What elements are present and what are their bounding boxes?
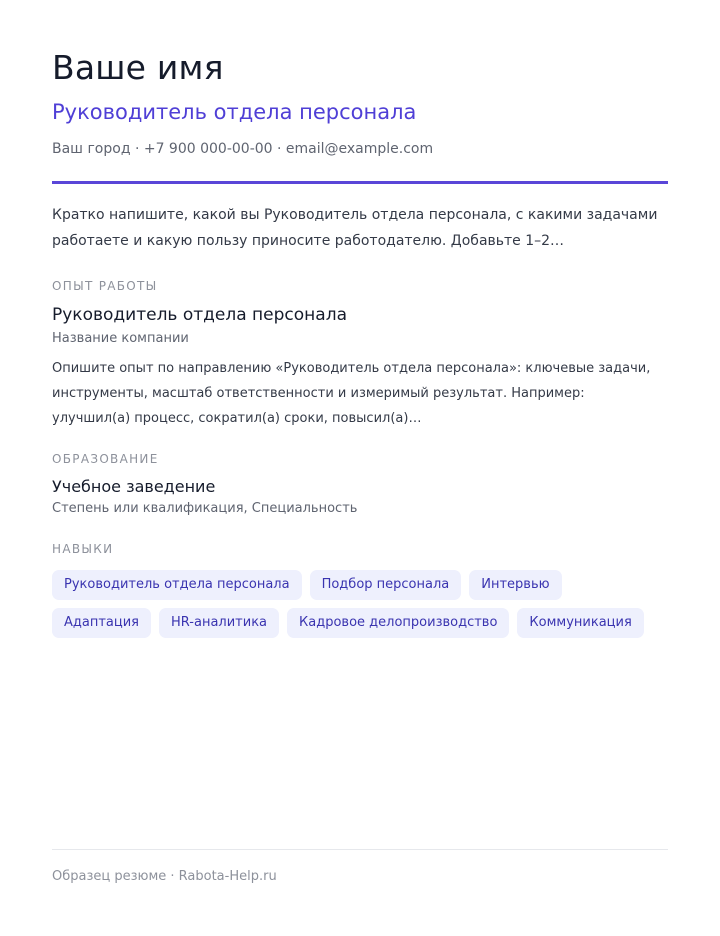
skills-list	[52, 570, 668, 638]
contact-line: Ваш город · +7 900 000-00-00 · email@example.com	[52, 141, 434, 157]
footer-text: Образец резюме · Rabota-Help.ru	[52, 869, 277, 884]
skills-section-title: НАВЫКИ	[52, 542, 114, 556]
resume-page	[52, 0, 668, 936]
summary-text: Кратко напишите, какой вы Руководитель отдела персонала, с какими задачами работаете и какую пользу приносите работодателю. Добавьте 1–2…	[52, 207, 658, 249]
job-description: Опишите опыт по направлению «Руководитель отдела персонала»: ключевые задачи, инструменты, масштаб ответственности и измеримый результат. Например: улучшил(а) процесс, сократил(а) сроки, повысил(а)…	[52, 361, 651, 426]
company-name: Название компании	[52, 331, 189, 346]
job-title: Руководитель отдела персонала	[52, 305, 347, 325]
desired-position: Руководитель отдела персонала	[52, 100, 417, 124]
skill-tag: HR-аналитика	[159, 608, 279, 638]
skill-tag: Интервью	[469, 570, 561, 600]
skill-tag: Подбор персонала	[310, 570, 462, 600]
experience-section-title: ОПЫТ РАБОТЫ	[52, 279, 158, 293]
skill-tag: Кадровое делопроизводство	[287, 608, 509, 638]
footer-divider	[52, 849, 668, 850]
skill-tag: Коммуникация	[517, 608, 643, 638]
skill-tag: Руководитель отдела персонала	[52, 570, 302, 600]
skill-tag: Адаптация	[52, 608, 151, 638]
candidate-name: Ваше имя	[52, 48, 224, 87]
education-section-title: ОБРАЗОВАНИЕ	[52, 452, 159, 466]
education-degree: Степень или квалификация, Специальность	[52, 501, 358, 516]
education-institution: Учебное заведение	[52, 477, 216, 496]
header-divider	[52, 181, 668, 184]
